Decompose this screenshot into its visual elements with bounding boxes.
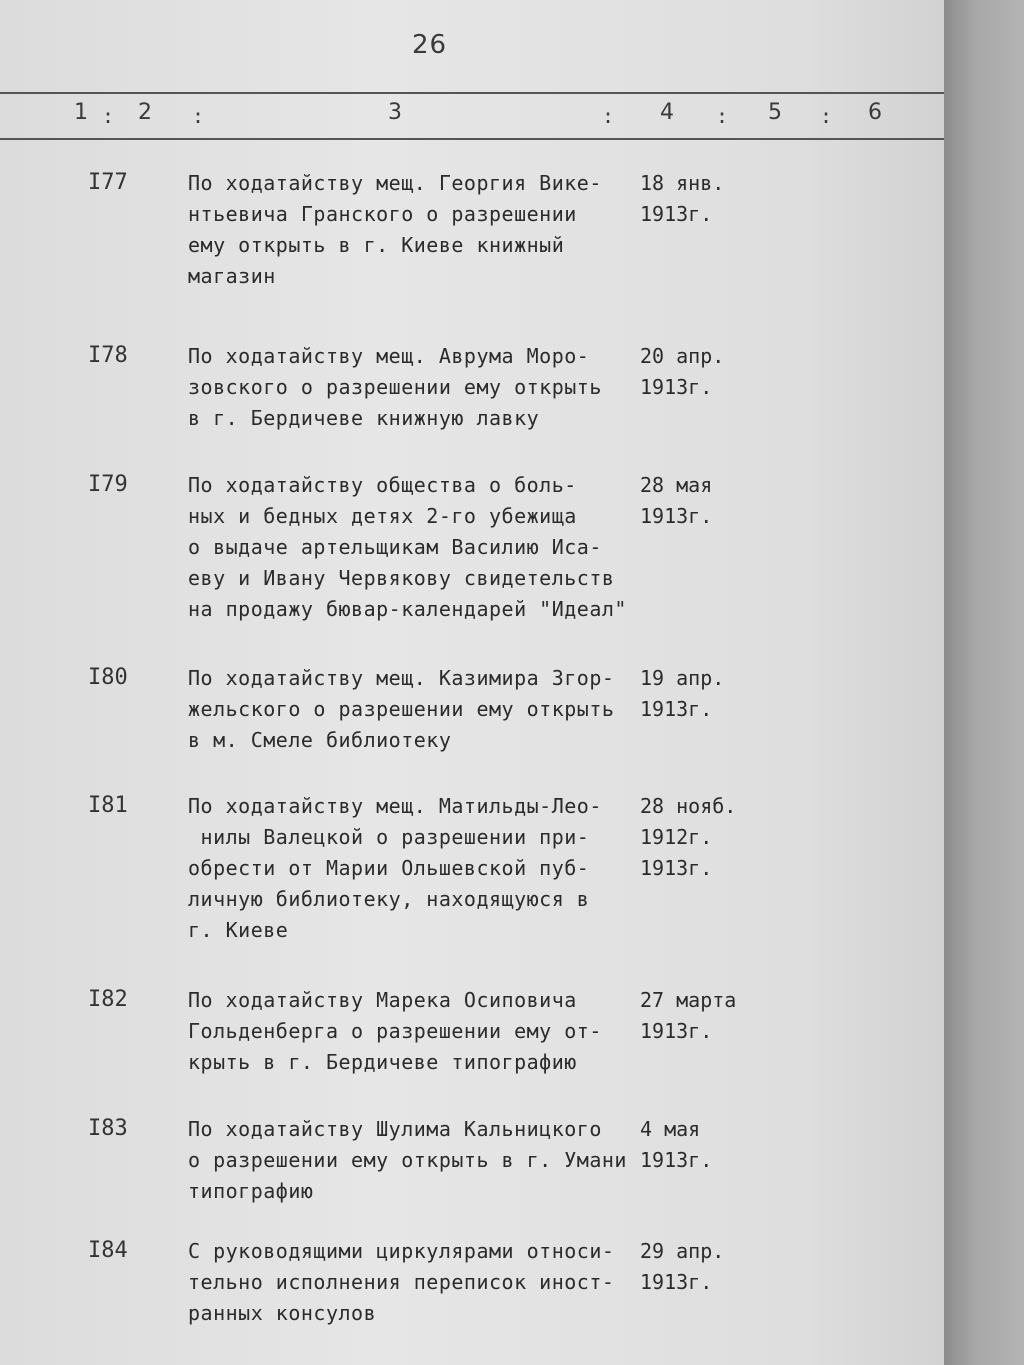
column-header-4: 4 <box>660 100 674 125</box>
underlying-page-edge <box>944 0 1024 1365</box>
column-header-3: 3 <box>388 100 402 125</box>
column-separator: : <box>602 104 615 128</box>
entry-date: 19 апр. 1913г. <box>640 666 725 721</box>
column-header-2: 2 <box>138 100 152 125</box>
entry-number: I79 <box>88 472 128 497</box>
column-separator: : <box>192 104 205 128</box>
entry-date: 28 мая 1913г. <box>640 473 713 528</box>
column-separator: : <box>716 104 729 128</box>
entry-description: По ходатайству Шулима Кальницкого о разрешении ему открыть в г. Умани типографию <box>188 1117 627 1203</box>
entry-number: I84 <box>88 1238 128 1263</box>
entry-description: По ходатайству мещ. Георгия Вике- нтьевича Гранского о разрешении ему открыть в г. Киеве книжный магазин <box>188 171 602 288</box>
column-header-5: 5 <box>768 100 782 125</box>
column-header-1: 1 <box>74 100 88 125</box>
entry-date: 27 марта 1913г. <box>640 988 737 1043</box>
entry-number: I78 <box>88 343 128 368</box>
entry-number: I77 <box>88 170 128 195</box>
entry-date: 18 янв. 1913г. <box>640 171 725 226</box>
entry-description: По ходатайству общества о боль- ных и бедных детях 2-го убежища о выдаче артельщикам Василию Иса- еву и Ивану Червякову свидетельств на продажу бювар-календарей "Идеал" <box>188 473 627 621</box>
entry-number: I82 <box>88 987 128 1012</box>
entry-number: I80 <box>88 665 128 690</box>
entry-description: По ходатайству Марека Осиповича Гольденберга о разрешении ему от- крыть в г. Бердичеве типографию <box>188 988 602 1074</box>
entry-date: 20 апр. 1913г. <box>640 344 725 399</box>
entry-description: По ходатайству мещ. Аврума Моро- зовского о разрешении ему открыть в г. Бердичеве книжную лавку <box>188 344 602 430</box>
entry-description: По ходатайству мещ. Матильды-Лео- нилы Валецкой о разрешении при- обрести от Марии Ольшевской пуб- личную библиотеку, находящуюся в г. Киеве <box>188 794 602 942</box>
entry-date: 29 апр. 1913г. <box>640 1239 725 1294</box>
page-number: 26 <box>412 30 448 60</box>
column-separator: : <box>102 104 115 128</box>
column-separator: : <box>820 104 833 128</box>
entry-number: I81 <box>88 793 128 818</box>
entry-number: I83 <box>88 1116 128 1141</box>
column-header-6: 6 <box>868 100 882 125</box>
entry-date: 28 нояб. 1912г. 1913г. <box>640 794 737 880</box>
entry-description: С руководящими циркулярами относи- тельно исполнения переписок иност- ранных консулов <box>188 1239 615 1325</box>
entry-date: 4 мая 1913г. <box>640 1117 713 1172</box>
entry-description: По ходатайству мещ. Казимира Згор- жельского о разрешении ему открыть в м. Смеле библиотеку <box>188 666 615 752</box>
